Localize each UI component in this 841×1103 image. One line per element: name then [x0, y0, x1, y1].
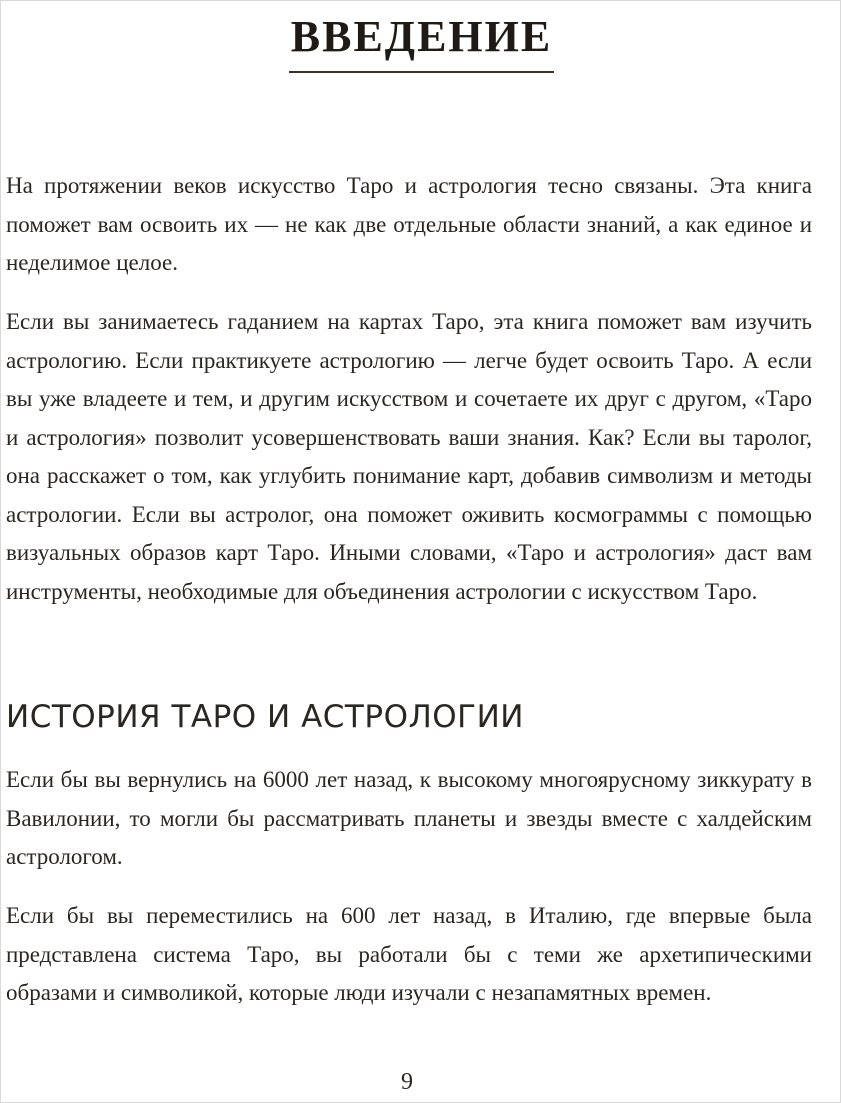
section-paragraph-1: Если бы вы вернулись на 6000 лет назад, к высокому многоярусному зиккурату в Вавилонии, то могли бы рассматривать планеты и звезды вместе с халдейским астрологом.: [6, 767, 812, 869]
page-number: 9: [401, 1069, 413, 1095]
chapter-title: [1, 13, 841, 73]
section-paragraph-2: Если бы вы переместились на 600 лет назад, в Италию, где впервые была представлена система Таро, вы работали бы с теми же архетипическими образами и символикой, которые люди изучали с незапамятных времен.: [6, 903, 812, 1005]
chapter-title-text: ВВЕДЕНИЕ: [289, 13, 554, 73]
intro-paragraph-2: Если вы занимаетесь гаданием на картах Таро, эта книга поможет вам изучить астрологию. Если практикуете астрологию — легче будет освоить Таро. А если вы уже владеете и тем, и другим искусством и сочетаете их друг с другом, «Таро и астрология» позволит усовершенствовать ваши знания. Как? Если вы таролог, она расскажет о том, как углубить понимание карт, добавив символизм и методы астрологии. Если вы астролог, она поможет оживить космограммы с помощью визуальных образов карт Таро. Иными словами, «Таро и астрология» даст вам инструменты, необходимые для объединения астрологии с искусством Таро.: [6, 309, 812, 604]
section-heading: ИСТОРИЯ ТАРО И АСТРОЛОГИИ: [6, 699, 524, 735]
intro-paragraph-1: На протяжении веков искусство Таро и астрология тесно связаны. Эта книга поможет вам освоить их — не как две отдельные области знаний, а как единое и неделимое целое.: [6, 173, 812, 275]
